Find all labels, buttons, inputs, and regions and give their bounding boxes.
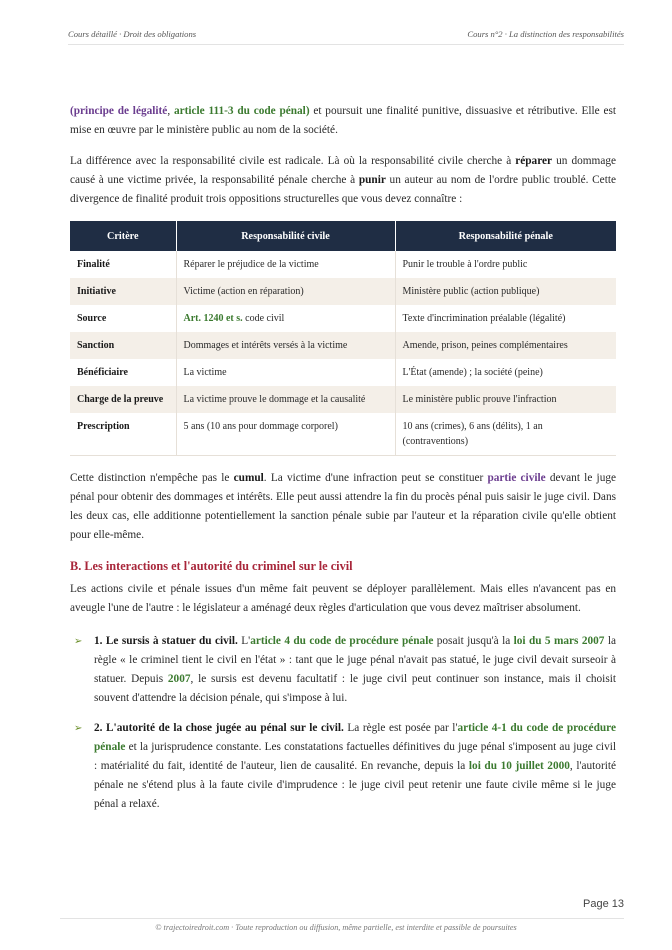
row-criterion: Charge de la preuve xyxy=(70,386,176,413)
cumul-text-1: Cette distinction n'empêche pas le xyxy=(70,472,234,484)
intro-paragraph xyxy=(70,102,616,140)
table-header-row xyxy=(70,221,616,251)
row-civil-value: La victime prouve le dommage et la causalité xyxy=(176,386,395,413)
point-title: 1. Le sursis à statuer du civil. xyxy=(94,635,238,647)
keyword-punir: punir xyxy=(358,174,386,186)
intro-text: et poursuit une finalité punitive, dissuasive et rétributive. Elle est mise en œuvre par le ministère public au nom de la société. xyxy=(70,105,616,136)
row-civil-value: Dommages et intérêts versés à la victime xyxy=(176,332,395,359)
intro-separator: , xyxy=(167,105,174,117)
page-content xyxy=(70,102,616,825)
difference-text-3: un auteur au nom de l'ordre public troublé. Cette divergence de finalité produit trois oppositions structurelles que vous devez connaître : xyxy=(70,174,616,205)
row-penal-value: Amende, prison, peines complémentaires xyxy=(395,332,616,359)
year-2007-link[interactable]: 2007 xyxy=(167,673,191,685)
point-text: , le sursis est devenu facultatif : le juge civil peut continuer son instance, mais il choisit souvent d'attendre la décision pénale, qui s'impose à lui. xyxy=(94,673,616,704)
table-row xyxy=(70,305,616,332)
keyword-cumul: cumul xyxy=(233,472,264,484)
row-civil-value: Réparer le préjudice de la victime xyxy=(176,251,395,278)
table-row xyxy=(70,359,616,386)
loi-10-juillet-2000-link[interactable]: loi du 10 juillet 2000 xyxy=(468,760,570,772)
point-title: 2. L'autorité de la chose jugée au pénal sur le civil. xyxy=(94,722,344,734)
point-text: la règle « le criminel tient le civil en l'état » : tant que le juge pénal n'avait pas statué, le juge civil devait surseoir à statuer. Depuis xyxy=(94,635,617,685)
section-heading: B. Les interactions et l'autorité du criminel sur le civil xyxy=(70,559,353,573)
table-row xyxy=(70,413,616,456)
cumul-text-2: . La victime d'une infraction peut se constituer xyxy=(263,472,488,484)
article-111-3-link[interactable]: article 111-3 du code pénal) xyxy=(173,105,310,117)
header-penale: Responsabilité pénale xyxy=(395,221,616,251)
footer-divider xyxy=(60,918,624,919)
row-penal-value: Ministère public (action publique) xyxy=(395,278,616,305)
point-text: , l'autorité pénale ne s'étend plus à la faute civile d'imprudence : le juge civil peut retenir une faute civile même si le juge pénal a relaxé. xyxy=(94,760,616,810)
art-1240-link[interactable]: Art. 1240 et s. xyxy=(183,313,243,324)
header-critere: Critère xyxy=(70,221,176,251)
header-chapter-title: Cours n°2 · La distinction des responsabilités xyxy=(467,29,624,39)
row-criterion: Bénéficiaire xyxy=(70,359,176,386)
list-item xyxy=(70,632,616,708)
arrow-bullet-icon: ➢ xyxy=(74,636,83,647)
page-number: Page 13 xyxy=(583,898,624,910)
point-text: posait jusqu'à la xyxy=(433,635,514,647)
point-text: et la jurisprudence constante. Les constatations factuelles définitives du juge pénal s'imposent au juge civil : matérialité du fait, identité de l'auteur, lien de causalité. En revanche, depuis la xyxy=(94,741,616,772)
cumul-paragraph xyxy=(70,469,616,545)
section-intro: Les actions civile et pénale issues d'un même fait peuvent se déployer parallèlement. Mais elles n'avancent pas en aveugle l'une de l'autre : le législateur a aménagé deux règles d'articulation que vous devez maîtriser absolument. xyxy=(70,583,616,614)
row-criterion: Source xyxy=(70,305,176,332)
legality-principle-link[interactable]: (principe de légalité xyxy=(70,105,168,117)
row-penal-value: L'État (amende) ; la société (peine) xyxy=(395,359,616,386)
table-row xyxy=(70,386,616,413)
difference-paragraph xyxy=(70,152,616,209)
arrow-bullet-icon: ➢ xyxy=(74,723,83,734)
row-criterion: Sanction xyxy=(70,332,176,359)
comparison-table xyxy=(70,221,616,456)
row-criterion: Initiative xyxy=(70,278,176,305)
running-header xyxy=(68,29,624,45)
row-criterion: Finalité xyxy=(70,251,176,278)
article-4-1-cpp-link[interactable]: article 4-1 du code de procédure pénale xyxy=(94,722,616,753)
row-civil-value: Victime (action en réparation) xyxy=(176,278,395,305)
article-4-cpp-link[interactable]: article 4 du code de procédure pénale xyxy=(250,635,434,647)
row-criterion: Prescription xyxy=(70,413,176,456)
point-text: La règle est posée par l' xyxy=(343,722,458,734)
table-row xyxy=(70,332,616,359)
point-text: L' xyxy=(237,635,251,647)
header-civile: Responsabilité civile xyxy=(176,221,395,251)
row-penal-value: Le ministère public prouve l'infraction xyxy=(395,386,616,413)
partie-civile-link[interactable]: partie civile xyxy=(487,472,546,484)
table-row xyxy=(70,278,616,305)
difference-text-2: un dommage causé à une victime privée, la responsabilité pénale cherche à xyxy=(70,155,616,186)
row-penal-value: Texte d'incrimination préalable (légalité) xyxy=(395,305,616,332)
copyright-footer: © trajectoiredroit.com · Toute reproduction ou diffusion, même partielle, est interdite et passible de poursuites xyxy=(155,923,517,932)
row-civil-value xyxy=(176,305,395,332)
row-penal-value: Punir le trouble à l'ordre public xyxy=(395,251,616,278)
code-civil-text: code civil xyxy=(242,313,285,324)
header-course-title: Cours détaillé · Droit des obligations xyxy=(68,29,197,39)
row-civil-value: 5 ans (10 ans pour dommage corporel) xyxy=(176,413,395,456)
row-penal-value: 10 ans (crimes), 6 ans (délits), 1 an (contraventions) xyxy=(395,413,616,456)
difference-text-1: La différence avec la responsabilité civile est radicale. Là où la responsabilité civile cherche à xyxy=(70,155,516,167)
list-item xyxy=(70,719,616,814)
keyword-reparer: réparer xyxy=(515,155,553,167)
loi-5-mars-2007-link[interactable]: loi du 5 mars 2007 xyxy=(513,635,605,647)
row-civil-value: La victime xyxy=(176,359,395,386)
cumul-text-3: devant le juge pénal pour obtenir des dommages et intérêts. Elle peut aussi attendre la fin du procès pénal puis saisir le juge civil. Dans les deux cas, elle additionne potentiellement la sanction pénale subie par l'auteur et la réparation civile qu'elle obtient pour elle-même. xyxy=(70,472,617,541)
table-row xyxy=(70,251,616,278)
articulation-rules-list xyxy=(70,632,616,814)
